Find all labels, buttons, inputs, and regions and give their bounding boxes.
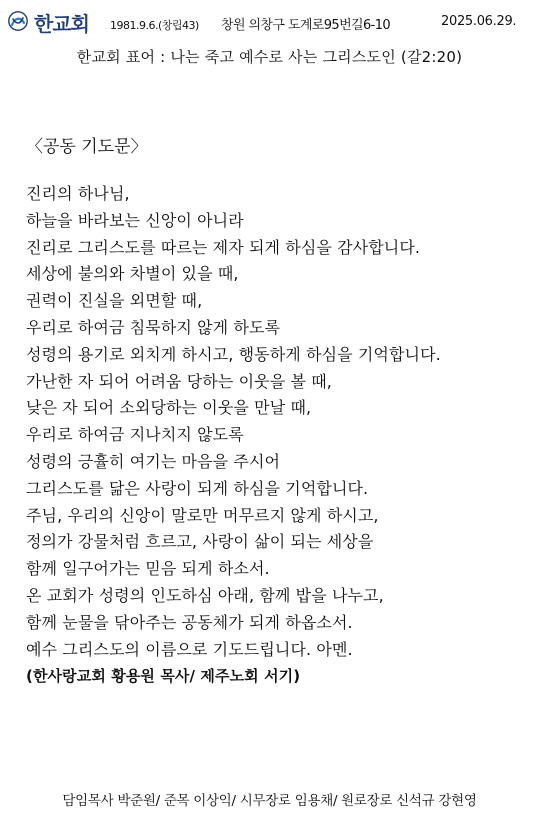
church-motto: 한교회 표어 : 나는 죽고 예수로 사는 그리스도인 (갈2:20) — [76, 48, 463, 66]
prayer-text — [26, 183, 441, 692]
prayer-line: 성령의 용기로 외치게 하시고, 행동하게 하심을 기억합니다. — [26, 344, 441, 364]
prayer-line: 우리로 하여금 침묵하지 않게 하도록 — [26, 317, 281, 337]
prayer-line: 함께 눈물을 닦아주는 공동체가 되게 하옵소서. — [26, 612, 353, 632]
prayer-line: 하늘을 바라보는 신앙이 아니라 — [26, 210, 244, 230]
bulletin-header — [0, 0, 539, 36]
church-name: 한교회 — [34, 12, 89, 36]
prayer-line: 주님, 우리의 신앙이 말로만 머무르지 않게 하시고, — [26, 505, 379, 525]
prayer-line: 정의가 강물처럼 흐르고, 사랑이 삶이 되는 세상을 — [26, 532, 374, 552]
church-address: 창원 의창구 도계로95번길6-10 — [221, 18, 391, 33]
church-logo-icon — [8, 11, 28, 31]
prayer-line: 세상에 불의와 차별이 있을 때, — [26, 264, 239, 284]
founded-date: 1981.9.6.(창립43) — [110, 19, 199, 32]
prayer-line: 함께 일구어가는 믿음 되게 하소서. — [26, 559, 270, 579]
prayer-line: 예수 그리스도의 이름으로 기도드립니다. 아멘. — [26, 639, 353, 659]
prayer-line: 그리스도를 닮은 사랑이 되게 하심을 기억합니다. — [26, 478, 369, 498]
bulletin-date: 2025.06.29. — [441, 14, 517, 29]
section-title: 〈공동 기도문〉 — [26, 137, 148, 157]
prayer-line: 권력이 진실을 외면할 때, — [26, 291, 203, 311]
prayer-line: 온 교회가 성령의 인도하심 아래, 함께 밥을 나누고, — [26, 585, 384, 605]
prayer-line: 진리로 그리스도를 따르는 제자 되게 하심을 감사합니다. — [26, 237, 421, 257]
prayer-attribution: (한사랑교회 황용원 목사/ 제주노회 서기) — [26, 667, 301, 686]
prayer-line: 낮은 자 되어 소외당하는 이웃을 만날 때, — [26, 398, 312, 418]
prayer-line: 진리의 하나님, — [26, 184, 130, 203]
prayer-line: 우리로 하여금 지나치지 않도록 — [26, 425, 244, 445]
staff-footer: 담임목사 박준원/ 준목 이상익/ 시무장로 임용채/ 원로장로 신석규 강현영 — [62, 793, 477, 809]
prayer-line: 가난한 자 되어 어려움 당하는 이웃을 볼 때, — [26, 371, 332, 391]
prayer-line: 성령의 긍휼히 여기는 마음을 주시어 — [26, 451, 281, 471]
